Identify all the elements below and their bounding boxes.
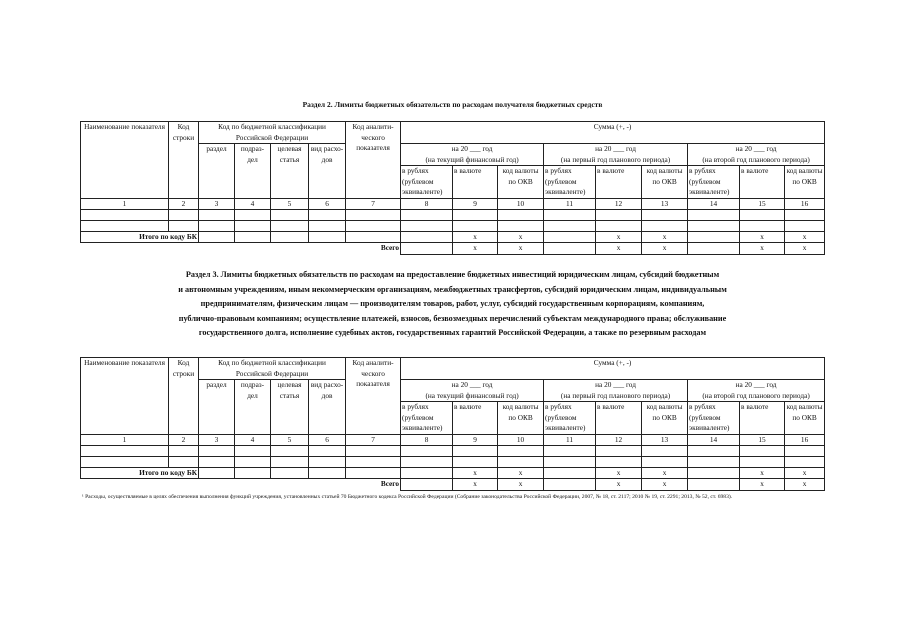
col-num: 5 bbox=[271, 434, 309, 445]
section-3-title-line: и автономным учреждениям, иным некоммерческим организациям, межбюджетных трансфертов, субсидий юридическим лицам, индивидуальным bbox=[178, 284, 727, 294]
x-mark: x bbox=[785, 231, 825, 243]
header-period-first bbox=[544, 144, 688, 166]
col-num: 1 bbox=[81, 434, 169, 445]
section-3-title-line: предпринимателям, физическим лицам — производителям товаров, работ, услуг, субсидий государственным корпорациям, компаниям, bbox=[200, 299, 705, 308]
section-3-title-line: Раздел 3. Лимиты бюджетных обязательств по расходам на предоставление бюджетных инвестиций юридическим лицам, субсидий бюджетным bbox=[185, 270, 720, 279]
col-num: 11 bbox=[544, 434, 596, 445]
header-currency: в валюте bbox=[740, 166, 785, 199]
total-bk-row bbox=[81, 231, 825, 243]
x-mark: x bbox=[453, 243, 498, 255]
header-sum: Сумма (+, -) bbox=[401, 358, 825, 380]
col-num: 2 bbox=[169, 198, 199, 209]
header-expense-type: вид расхо-дов bbox=[309, 144, 346, 199]
period-first-sub: (на первый год планового периода) bbox=[560, 154, 671, 164]
period-current-sub: (на текущий финансовый год) bbox=[425, 154, 519, 164]
total-all-row bbox=[81, 479, 825, 491]
header-row-code: Код строки bbox=[169, 122, 199, 199]
header-okv: код валюты по ОКВ bbox=[785, 166, 825, 199]
x-mark: x bbox=[498, 479, 544, 491]
header-subsection: подраз-дел bbox=[235, 144, 271, 199]
header-budget-classification: Код по бюджетной классификации Российской Федерации bbox=[199, 358, 346, 380]
period-first-label: на 20 ___ год bbox=[595, 144, 636, 153]
col-num: 3 bbox=[199, 198, 235, 209]
x-mark: x bbox=[642, 467, 688, 479]
footnote: ¹ Расходы, осуществляемые в целях обеспечения выполнения функций учреждения, установленных статьей 70 Бюджетного кодекса Российской Федерации (Собрание законодательства Российской Федерации, 2007, № 18, ст. 2117; 2010 № 19, ст. 2291; 2013, № 52, ст. 6983). bbox=[82, 494, 733, 500]
col-num: 4 bbox=[235, 198, 271, 209]
header-okv: код валюты по ОКВ bbox=[642, 166, 688, 199]
total-bk-row bbox=[81, 467, 825, 479]
header-currency: в валюте bbox=[453, 402, 498, 435]
header-analytic-code: Код аналити-ческого показателя bbox=[346, 122, 401, 199]
column-numbers-row bbox=[81, 198, 825, 209]
section-3-title bbox=[80, 268, 825, 341]
column-numbers-row bbox=[81, 434, 825, 445]
header-budget-classification: Код по бюджетной классификации Российской Федерации bbox=[199, 122, 346, 144]
header-okv: код валюты по ОКВ bbox=[498, 166, 544, 199]
x-mark: x bbox=[740, 231, 785, 243]
x-mark: x bbox=[740, 467, 785, 479]
col-num: 9 bbox=[453, 434, 498, 445]
header-section: раздел bbox=[199, 144, 235, 199]
header-period-first bbox=[544, 380, 688, 402]
col-num: 8 bbox=[401, 434, 453, 445]
header-period-current bbox=[401, 144, 544, 166]
col-num: 16 bbox=[785, 198, 825, 209]
section-2-table bbox=[80, 121, 825, 255]
total-all-label: Всего bbox=[81, 243, 401, 255]
header-currency: в валюте bbox=[740, 402, 785, 435]
table-row bbox=[81, 456, 825, 467]
col-num: 6 bbox=[309, 198, 346, 209]
x-mark: x bbox=[498, 467, 544, 479]
header-currency: в валюте bbox=[596, 166, 642, 199]
header-target-article: целевая статья bbox=[271, 380, 309, 435]
total-bk-label: Итого по коду БК bbox=[81, 231, 199, 243]
col-num: 6 bbox=[309, 434, 346, 445]
header-rub: в рублях (рублевом эквиваленте) bbox=[688, 166, 740, 199]
col-num: 13 bbox=[642, 198, 688, 209]
section-2-title: Раздел 2. Лимиты бюджетных обязательств по расходам получателя бюджетных средств bbox=[302, 100, 603, 109]
period-current-label: на 20 ___ год bbox=[451, 144, 493, 153]
header-section: раздел bbox=[199, 380, 235, 435]
col-num: 5 bbox=[271, 198, 309, 209]
header-period-second bbox=[688, 144, 825, 166]
x-mark: x bbox=[642, 243, 688, 255]
header-okv: код валюты по ОКВ bbox=[498, 402, 544, 435]
col-num: 9 bbox=[453, 198, 498, 209]
col-num: 7 bbox=[346, 198, 401, 209]
header-indicator-name: Наименование показателя bbox=[81, 122, 169, 199]
section-3-title-line: публично-правовым компаниям; осуществление платежей, взносов, безвозмездных перечислений субъектам международного права; обслуживание bbox=[178, 313, 727, 323]
x-mark: x bbox=[453, 467, 498, 479]
header-currency: в валюте bbox=[596, 402, 642, 435]
x-mark: x bbox=[596, 231, 642, 243]
period-first-sub: (на первый год планового периода) bbox=[560, 390, 671, 400]
col-num: 4 bbox=[235, 434, 271, 445]
col-num: 10 bbox=[498, 434, 544, 445]
header-currency: в валюте bbox=[453, 166, 498, 199]
col-num: 14 bbox=[688, 434, 740, 445]
period-second-label: на 20 ___ год bbox=[735, 144, 777, 153]
header-okv: код валюты по ОКВ bbox=[642, 402, 688, 435]
header-rub: в рублях (рублевом эквиваленте) bbox=[401, 166, 453, 199]
header-rub: в рублях (рублевом эквиваленте) bbox=[544, 166, 596, 199]
x-mark: x bbox=[740, 243, 785, 255]
x-mark: x bbox=[785, 479, 825, 491]
header-period-second bbox=[688, 380, 825, 402]
col-num: 11 bbox=[544, 198, 596, 209]
col-num: 1 bbox=[81, 198, 169, 209]
col-num: 13 bbox=[642, 434, 688, 445]
total-all-row bbox=[81, 243, 825, 255]
x-mark: x bbox=[642, 479, 688, 491]
x-mark: x bbox=[785, 243, 825, 255]
period-second-label: на 20 ___ год bbox=[735, 380, 777, 389]
col-num: 7 bbox=[346, 434, 401, 445]
table-row bbox=[81, 445, 825, 456]
x-mark: x bbox=[740, 479, 785, 491]
col-num: 14 bbox=[688, 198, 740, 209]
col-num: 8 bbox=[401, 198, 453, 209]
x-mark: x bbox=[596, 479, 642, 491]
x-mark: x bbox=[596, 243, 642, 255]
col-num: 3 bbox=[199, 434, 235, 445]
section-3-title-line: государственного долга, исполнение судебных актов, государственных гарантий Российской Федерации, а также по резервным расходам bbox=[198, 328, 707, 337]
x-mark: x bbox=[642, 231, 688, 243]
period-first-label: на 20 ___ год bbox=[595, 380, 636, 389]
header-rub: в рублях (рублевом эквиваленте) bbox=[688, 402, 740, 435]
header-rub: в рублях (рублевом эквиваленте) bbox=[401, 402, 453, 435]
section-3-table bbox=[80, 357, 825, 491]
period-current-sub: (на текущий финансовый год) bbox=[425, 390, 519, 400]
x-mark: x bbox=[498, 231, 544, 243]
header-target-article: целевая статья bbox=[271, 144, 309, 199]
col-num: 15 bbox=[740, 434, 785, 445]
header-indicator-name: Наименование показателя bbox=[81, 358, 169, 435]
table-row bbox=[81, 220, 825, 231]
col-num: 12 bbox=[596, 434, 642, 445]
header-analytic-code: Код аналити-ческого показателя bbox=[346, 358, 401, 435]
x-mark: x bbox=[453, 479, 498, 491]
x-mark: x bbox=[498, 243, 544, 255]
x-mark: x bbox=[596, 467, 642, 479]
total-bk-label: Итого по коду БК bbox=[81, 467, 199, 479]
table-row bbox=[81, 209, 825, 220]
col-num: 16 bbox=[785, 434, 825, 445]
period-current-label: на 20 ___ год bbox=[451, 380, 493, 389]
header-row-code: Код строки bbox=[169, 358, 199, 435]
col-num: 12 bbox=[596, 198, 642, 209]
period-second-sub: (на второй год планового периода) bbox=[702, 154, 810, 164]
header-subsection: подраз-дел bbox=[235, 380, 271, 435]
x-mark: x bbox=[785, 467, 825, 479]
col-num: 10 bbox=[498, 198, 544, 209]
col-num: 15 bbox=[740, 198, 785, 209]
header-period-current bbox=[401, 380, 544, 402]
period-second-sub: (на второй год планового периода) bbox=[702, 390, 810, 400]
header-okv: код валюты по ОКВ bbox=[785, 402, 825, 435]
x-mark: x bbox=[453, 231, 498, 243]
header-rub: в рублях (рублевом эквиваленте) bbox=[544, 402, 596, 435]
header-expense-type: вид расхо-дов bbox=[309, 380, 346, 435]
total-all-label: Всего bbox=[81, 479, 401, 491]
header-sum: Сумма (+, -) bbox=[401, 122, 825, 144]
col-num: 2 bbox=[169, 434, 199, 445]
